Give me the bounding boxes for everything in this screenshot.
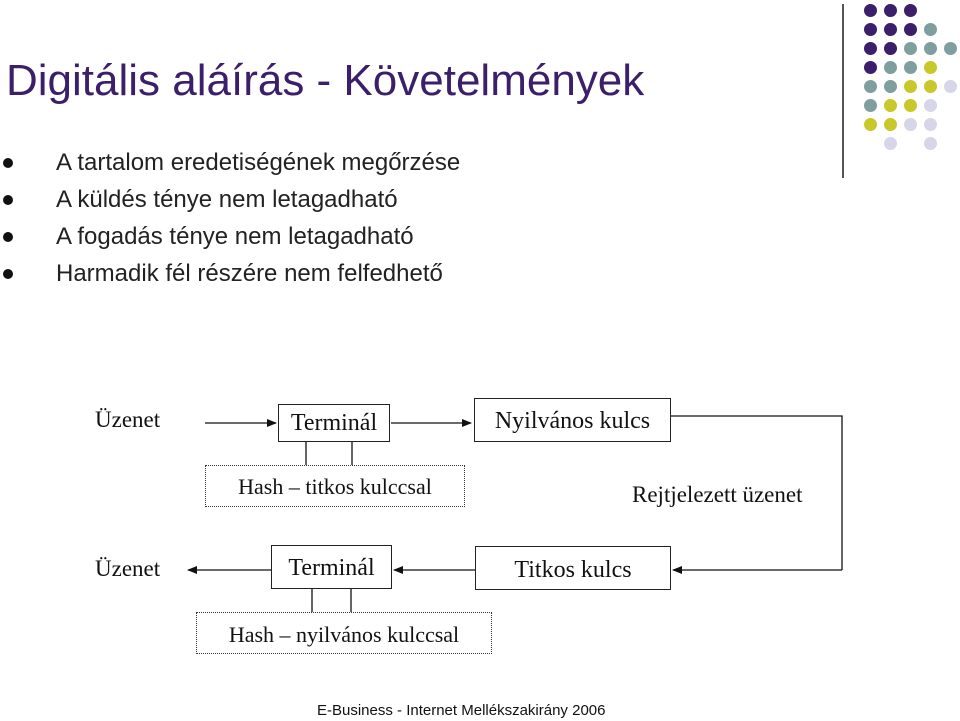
bullet-text: A tartalom eredetiségének megőrzése <box>56 149 461 176</box>
destination-message-label: Üzenet <box>95 556 161 581</box>
footer-text: E-Business - Internet Mellékszakirány 2006 <box>317 702 606 719</box>
receiver-terminal-box: Terminál <box>271 545 392 589</box>
public-key-box: Nyilvános kulcs <box>474 398 671 442</box>
bullet-text: Harmadik fél részére nem felfedhető <box>56 260 443 287</box>
encrypted-message-label: Rejtjelezett üzenet <box>632 482 803 507</box>
slide-title: Digitális aláírás - Követelmények <box>6 56 645 105</box>
source-message-label: Üzenet <box>95 407 161 432</box>
hash-secret-key-box: Hash – titkos kulccsal <box>205 465 465 507</box>
bullet-text: A fogadás ténye nem letagadható <box>56 223 414 250</box>
secret-key-box: Titkos kulcs <box>475 546 671 590</box>
hash-public-key-box: Hash – nyilvános kulccsal <box>196 612 492 654</box>
bullet-text: A küldés ténye nem letagadható <box>56 186 398 213</box>
sender-terminal-box: Terminál <box>278 404 390 442</box>
